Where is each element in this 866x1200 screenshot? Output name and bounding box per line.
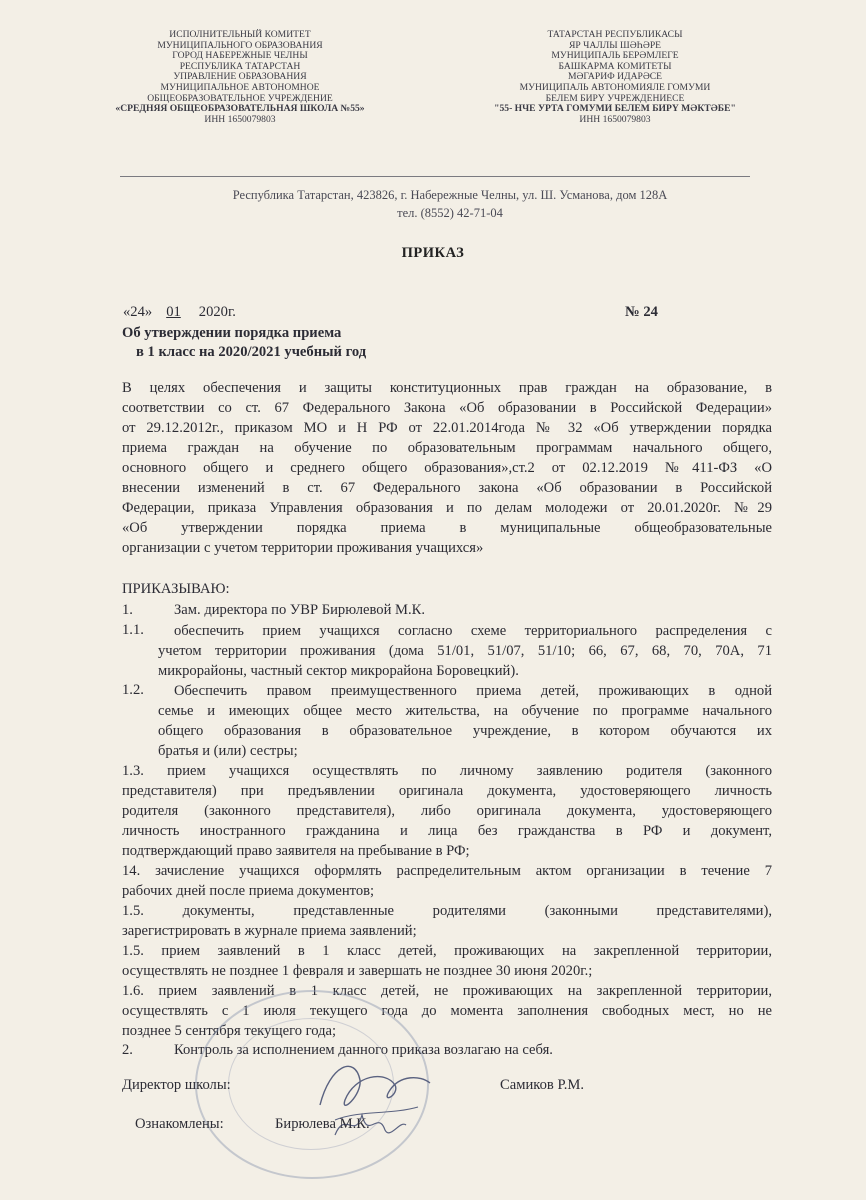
item-1-6-line: 1.6. прием заявлений в 1 класс детей, не проживающих на закрепленной территории, xyxy=(122,983,772,999)
order-date-year: 2020г. xyxy=(198,304,236,320)
item-1-2-number: 1.2. xyxy=(122,682,144,698)
header-left-line: РЕСПУБЛИКА ТАТАРСТАН xyxy=(179,60,301,72)
header-right-line: БАШКАРМА КОМИТЕТЫ xyxy=(558,60,672,72)
preamble-line: внесении изменений в ст. 67 Федерального закона «Об образовании в Российской xyxy=(122,480,772,496)
item-1-3-line: представителя) при предъявлении оригинала документа, удостоверяющего личность xyxy=(122,783,772,799)
director-name: Самиков Р.М. xyxy=(500,1077,585,1093)
item-1-number: 1. xyxy=(122,602,133,618)
preamble-line: Федерации, приказа Управления образования и по делам молодежи от 20.01.2020г. №29 xyxy=(122,500,772,516)
item-1-1-number: 1.1. xyxy=(122,622,144,638)
preamble-line: В целях обеспечения и защиты конституционных прав граждан на образование, в xyxy=(122,380,772,396)
preamble-line: от 29.12.2012г., приказом МО и Н РФ от 22.01.2014года № 32 «Об утверждении порядка xyxy=(122,420,772,436)
header-left-school-name: «СРЕДНЯЯ ОБЩЕОБРАЗОВАТЕЛЬНАЯ ШКОЛА №55» xyxy=(115,103,365,115)
item-1-2-line: семье и имеющих общее место жительства, на обучение по программе начального xyxy=(158,703,772,719)
acknowledged-name: Бирюлева М.К. xyxy=(275,1116,370,1132)
item-1-3-line: родителя (законного представителя), либо оригинала документа, удостоверяющего xyxy=(122,803,772,819)
header-right-line: ТАТАРСТАН РЕСПУБЛИКАСЫ xyxy=(547,29,683,40)
item-2-text: Контроль за исполнением данного приказа возлагаю на себя. xyxy=(174,1042,553,1058)
item-1-1-line: обеспечить прием учащихся согласно схеме территориального распределения с xyxy=(174,623,772,639)
order-date xyxy=(123,304,236,321)
header-right-line: МӘГАРИФ ИДАРӘСЕ xyxy=(567,71,663,83)
header-right-line: БЕЛЕМ БИРҮ УЧРЕЖДЕНИЕСЕ xyxy=(545,92,685,104)
item-1-3-line: личность иностранного гражданина и лица без гражданства в РФ и документ, xyxy=(122,823,772,839)
phone-line: тел. (8552) 42-71-04 xyxy=(397,206,503,220)
item-1-3-line: подтверждающий право заявителя на пребывание в РФ; xyxy=(122,843,470,859)
order-date-month: 01 xyxy=(166,304,181,320)
header-left-line: ГОРОД НАБЕРЕЖНЫЕ ЧЕЛНЫ xyxy=(172,50,308,62)
preamble-line: «Об утверждении порядка приема в муниципальные общеобразовательные xyxy=(122,520,772,536)
address-line: Республика Татарстан, 423826, г. Набережные Челны, ул. Ш. Усманова, дом 128А xyxy=(232,188,668,202)
header-divider xyxy=(120,176,750,177)
item-1-4-line: 14. зачисление учащихся оформлять распределительным актом организации в течение 7 xyxy=(122,863,772,879)
item-1-5a-line: зарегистрировать в журнале приема заявлений; xyxy=(122,923,417,939)
header-left-inn: ИНН 1650079803 xyxy=(204,113,276,125)
item-2-number: 2. xyxy=(122,1042,133,1058)
item-1-6-line: позднее 5 сентября текущего года; xyxy=(122,1023,337,1039)
header-right-line: МУНИЦИПАЛЬ БЕРӘМЛЕГЕ xyxy=(551,50,679,62)
order-number: № 24 xyxy=(625,304,658,320)
header-right-school-name: "55- НЧЕ УРТА ГОМУМИ БЕЛЕМ БИРҮ МӘКТӘБЕ" xyxy=(494,103,736,115)
header-left xyxy=(60,30,420,125)
header-right xyxy=(450,30,780,125)
preamble-line: основного общего и среднего общего образования»,ст.2 от 02.12.2019 №411-ФЗ «О xyxy=(122,460,772,476)
preamble-line: организации с учетом территории проживания учащихся» xyxy=(122,540,484,556)
header-right-line: МУНИЦИПАЛЬ АВТОНОМИЯЛЕ ГОМУМИ xyxy=(519,81,711,93)
item-1-4-line: рабочих дней после приема документов; xyxy=(122,883,375,899)
order-subject-line1: Об утверждении порядка приема xyxy=(122,325,342,341)
preamble-line: соответствии со ст. 67 Федерального Закона «Об образовании в Российской Федерации» xyxy=(122,400,772,416)
item-1-1-line: учетом территории проживания (дома 51/01, 51/07, 51/10; 66, 67, 68, 70, 70А, 71 xyxy=(158,643,772,659)
acknowledged-label: Ознакомлены: xyxy=(135,1116,224,1132)
order-word: ПРИКАЗЫВАЮ: xyxy=(122,581,230,597)
header-left-line: МУНИЦИПАЛЬНОГО ОБРАЗОВАНИЯ xyxy=(157,39,323,51)
header-left-line: МУНИЦИПАЛЬНОЕ АВТОНОМНОЕ xyxy=(160,81,320,93)
director-label: Директор школы: xyxy=(122,1077,231,1093)
item-1-2-line: общего образования в образовательное учреждение, в котором обучаются их xyxy=(158,723,772,739)
item-1-5b-line: 1.5. прием заявлений в 1 класс детей, проживающих на закрепленной территории, xyxy=(122,943,772,959)
item-1-2-line: Обеспечить правом преимущественного приема детей, проживающих в одной xyxy=(174,683,772,699)
header-right-inn: ИНН 1650079803 xyxy=(579,113,651,125)
item-1-5a-line: 1.5. документы, представленные родителями (законными представителями), xyxy=(122,903,772,919)
page-title: ПРИКАЗ xyxy=(401,245,465,261)
item-1-3-line: 1.3. прием учащихся осуществлять по личному заявлению родителя (законного xyxy=(122,763,772,779)
item-1-6-line: осуществлять с 1 июля текущего года до момента заполнения свободных мест, но не xyxy=(122,1003,772,1019)
header-left-line: УПРАВЛЕНИЕ ОБРАЗОВАНИЯ xyxy=(173,71,307,83)
order-subject-line2: в 1 класс на 2020/2021 учебный год xyxy=(136,344,367,360)
item-1-5b-line: осуществлять не позднее 1 февраля и завершать не позднее 30 июня 2020г.; xyxy=(122,963,593,979)
item-1-text: Зам. директора по УВР Бирюлевой М.К. xyxy=(174,602,426,618)
item-1-1-line: микрорайоны, частный сектор микрорайона Боровецкий). xyxy=(158,663,519,679)
preamble-line: приема граждан на обучение по образовательным программам начального общего, xyxy=(122,440,772,456)
header-right-line: ЯР ЧАЛЛЫ ШӘҺӘРЕ xyxy=(568,39,662,51)
header-left-line: ИСПОЛНИТЕЛЬНЫЙ КОМИТЕТ xyxy=(169,29,311,40)
order-date-day: «24» xyxy=(123,304,153,320)
header-left-line: ОБЩЕОБРАЗОВАТЕЛЬНОЕ УЧРЕЖДЕНИЕ xyxy=(147,92,333,104)
item-1-2-line: братья и (или) сестры; xyxy=(158,743,298,759)
